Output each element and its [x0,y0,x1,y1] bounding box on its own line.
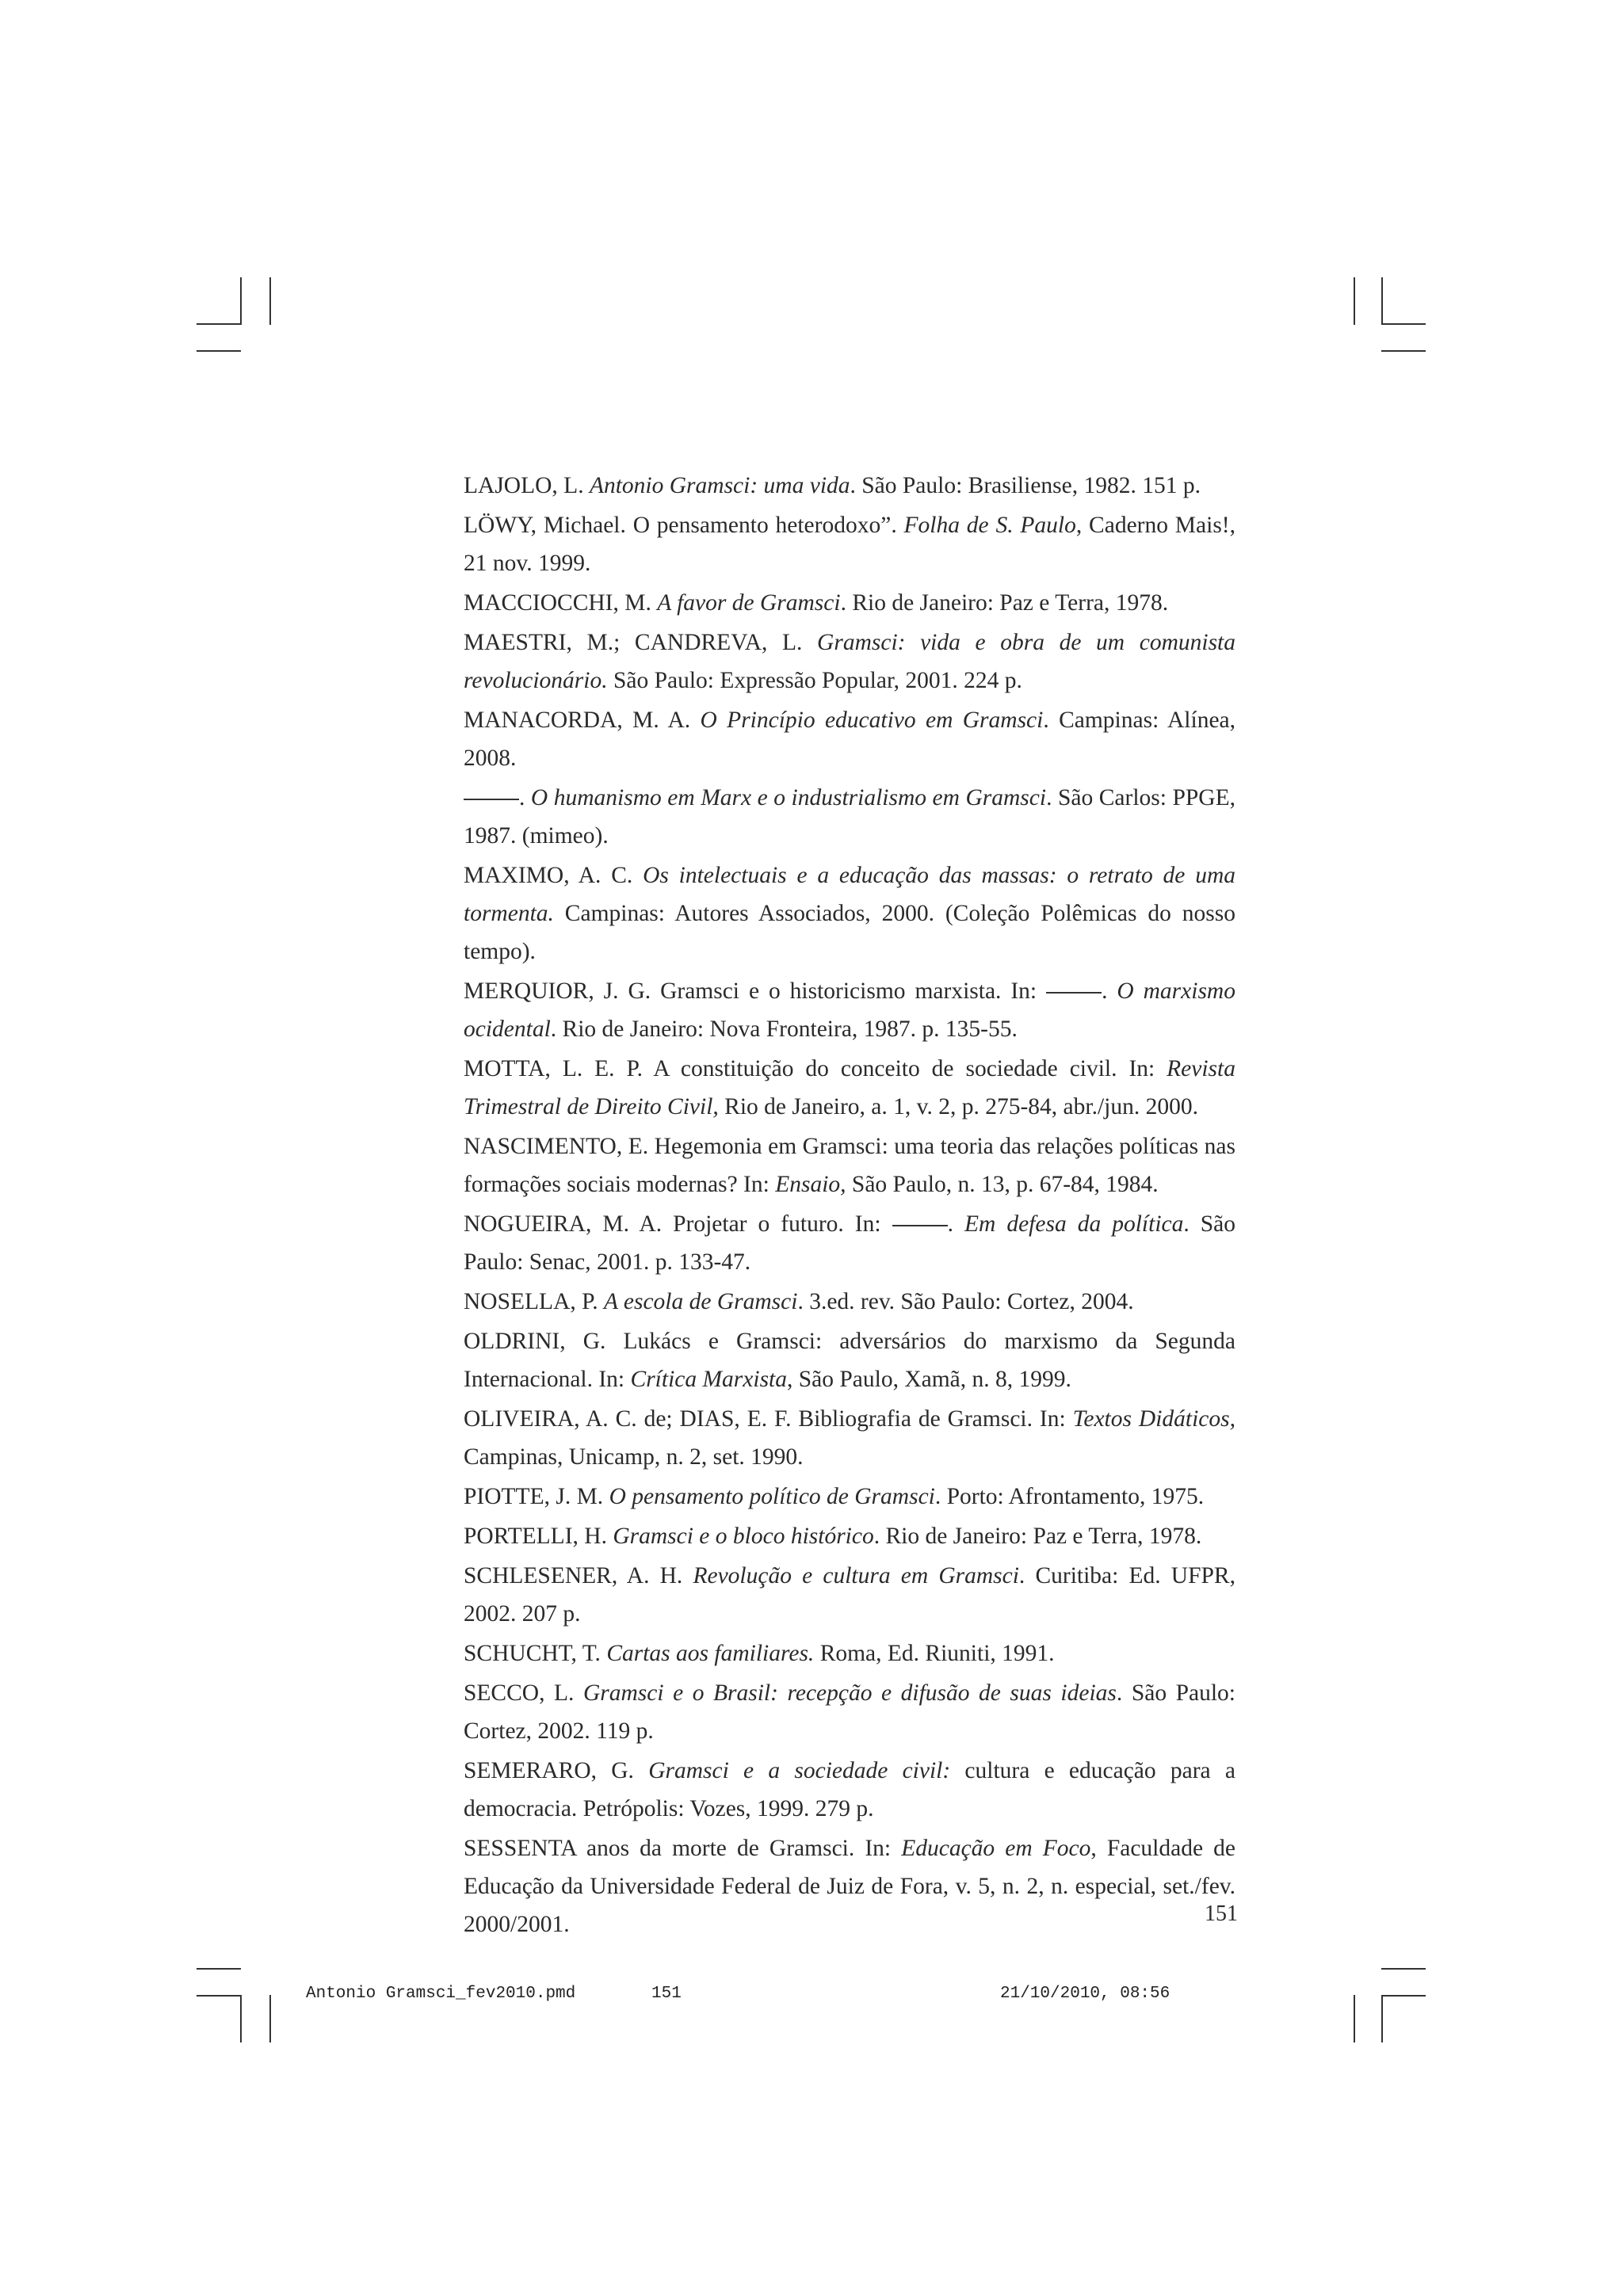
crop-mark [1381,1968,1426,1970]
bibliography-list [464,467,1238,1945]
reference-text: Rio de Janeiro, a. 1, v. 2, p. 275-84, abr./jun. 2000. [718,1094,1198,1119]
reference-text: . Porto: Afrontamento, 1975. [934,1484,1205,1509]
reference-text: . [1102,978,1117,1004]
reference-text: OLIVEIRA, A. C. de; DIAS, E. F. Bibliografia de Gramsci. In: [464,1406,1073,1432]
reference-entry [464,624,1235,701]
reference-title: Gramsci: vida e obra de um comunista revolucionário. [464,630,1236,693]
reference-text: . Rio de Janeiro: Paz e Terra, 1978. [873,1524,1202,1549]
reference-entry [464,972,1235,1050]
reference-entry [464,1050,1235,1127]
reference-text: MERQUIOR, J. G. Gramsci e o historicismo marxista. In: [464,978,1047,1004]
reference-title: A favor de Gramsci [657,590,841,616]
reference-entry [464,584,1235,624]
reference-text: PIOTTE, J. M. [464,1484,609,1509]
reference-title: Textos Didáticos, [1072,1406,1236,1432]
reference-entry [464,856,1235,972]
reference-title: Crítica Marxista [630,1367,787,1392]
reference-entry [464,1478,1235,1517]
crop-mark [1354,1995,1355,2042]
slug-filename: Antonio Gramsci_fev2010.pmd [306,1985,576,2003]
reference-text: SESSENTA anos da morte de Gramsci. In: [464,1836,902,1861]
reference-entry [464,467,1235,506]
reference-title: Educação em Foco [901,1836,1091,1861]
reference-entry [464,1829,1238,1945]
crop-mark [1354,277,1355,325]
reference-text: NOSELLA, P. [464,1289,605,1314]
reference-entry [464,1283,1235,1322]
reference-text: PORTELLI, H. [464,1524,613,1549]
page-number: 151 [1205,1901,1238,1926]
reference-text: , Caderno Mais!, 21 nov. 1999. [464,513,1235,576]
reference-entry [464,506,1235,584]
reference-text: . Rio de Janeiro: Nova Fronteira, 1987. p. 135-55. [550,1016,1018,1042]
crop-mark [1381,323,1426,325]
reference-title: Revolução e cultura em Gramsci [693,1563,1019,1589]
reference-title: Gramsci e o Brasil: recepção e difusão de suas ideias [582,1680,1117,1706]
crop-mark [1381,350,1426,352]
reference-text: LAJOLO, L. [464,473,590,498]
reference-entry [464,1400,1235,1478]
reference-title: O marxismo ocidental [464,978,1235,1042]
reference-text: , São Paulo, Xamã, n. 8, 1999. [787,1367,1071,1392]
slug-datetime: 21/10/2010, 08:56 [1000,1985,1170,2003]
reference-text: MANACORDA, M. A. [464,707,701,733]
reference-entry [464,1674,1235,1752]
slug-page: 151 [651,1985,682,2003]
reference-text: . São Carlos: PPGE, 1987. (mimeo). [464,785,1235,849]
reference-title: Os intelectuais e a educação das massas: o retrato de uma tormenta. [464,863,1235,926]
reference-text: São Paulo, n. 13, p. 67-84, 1984. [846,1172,1159,1197]
author-repeat-rule [892,1224,948,1226]
reference-title: Gramsci e a sociedade civil: [648,1758,951,1783]
crop-mark [1381,1995,1383,2042]
reference-entry [464,1517,1235,1557]
crop-mark [197,350,241,352]
reference-title: Gramsci e o bloco histórico [613,1524,874,1549]
reference-text: . São Paulo: Brasiliense, 1982. 151 p. [850,473,1201,498]
reference-text: . 3.ed. rev. São Paulo: Cortez, 2004. [797,1289,1134,1314]
reference-entry [464,1322,1235,1400]
reference-entry [464,779,1235,856]
reference-title: O Princípio educativo em Gramsci [700,707,1044,733]
crop-mark [1381,277,1383,325]
reference-text: SCHLESENER, A. H. [464,1563,693,1589]
reference-title: O pensamento político de Gramsci [609,1484,935,1509]
reference-text: . Rio de Janeiro: Paz e Terra, 1978. [840,590,1169,616]
reference-text: , Faculdade de Educação da Universidade Federal de Juiz de Fora, v. 5, n. 2, n. especial, set./fev. 2000/2001. [464,1836,1235,1937]
crop-mark [197,1995,241,1997]
reference-text: . São Paulo: Cortez, 2002. 119 p. [464,1680,1235,1744]
reference-title: Em defesa da política [964,1211,1184,1237]
reference-text: cultura e educação para a democracia. Petrópolis: Vozes, 1999. 279 p. [464,1758,1235,1821]
reference-text: Campinas: Autores Associados, 2000. (Coleção Polêmicas do nosso tempo). [464,901,1235,964]
reference-text: SCHUCHT, T. [464,1641,607,1666]
reference-title: O humanismo em Marx e o industrialismo em Gramsci [530,785,1047,810]
author-repeat-rule [464,798,519,800]
reference-text: SEMERARO, G. [464,1758,649,1783]
reference-title: Ensaio, [775,1172,846,1197]
reference-text: MACCIOCCHI, M. [464,590,658,616]
reference-text: São Paulo: Expressão Popular, 2001. 224 p. [607,668,1022,693]
reference-text: SECCO, L. [464,1680,583,1706]
reference-entry [464,701,1235,779]
crop-mark [269,277,271,325]
reference-entry [464,1557,1235,1634]
reference-text: Campinas, Unicamp, n. 2, set. 1990. [464,1444,804,1470]
crop-mark [240,1995,242,2042]
crop-mark [1381,1995,1426,1997]
reference-text: . Campinas: Alínea, 2008. [464,707,1236,771]
reference-entry [464,1127,1235,1205]
reference-title: Antonio Gramsci: uma vida [589,473,850,498]
reference-title: Revista Trimestral de Direito Civil, [464,1056,1235,1119]
crop-mark [269,1995,271,2042]
author-repeat-rule [1046,991,1102,994]
reference-title: Cartas aos familiares. [606,1641,815,1666]
reference-entry [464,1634,1235,1674]
reference-text: NASCIMENTO, E. Hegemonia em Gramsci: uma teoria das relações políticas nas formações sociais modernas? In: [464,1134,1235,1197]
reference-text: . Curitiba: Ed. UFPR, 2002. 207 p. [464,1563,1235,1627]
reference-entry [464,1752,1235,1829]
reference-text: Roma, Ed. Riuniti, 1991. [814,1641,1055,1666]
reference-title: Folha de S. Paulo [903,513,1076,538]
reference-text: NOGUEIRA, M. A. Projetar o futuro. In: [464,1211,892,1237]
reference-text: . São Paulo: Senac, 2001. p. 133-47. [464,1211,1236,1275]
reference-text: MAXIMO, A. C. [464,863,643,888]
reference-text: MOTTA, L. E. P. A constituição do conceito de sociedade civil. In: [464,1056,1167,1081]
crop-mark [197,1968,241,1970]
reference-text: MAESTRI, M.; CANDREVA, L. [464,630,818,655]
reference-text: OLDRINI, G. Lukács e Gramsci: adversários do marxismo da Segunda Internacional. In: [464,1329,1235,1392]
crop-mark [197,323,241,325]
reference-text: . [519,785,531,810]
reference-entry [464,1205,1235,1283]
reference-text: LÖWY, Michael. O pensamento heterodoxo”. [464,513,904,538]
reference-text: . [947,1211,964,1237]
crop-mark [240,277,242,325]
reference-title: A escola de Gramsci [604,1289,798,1314]
